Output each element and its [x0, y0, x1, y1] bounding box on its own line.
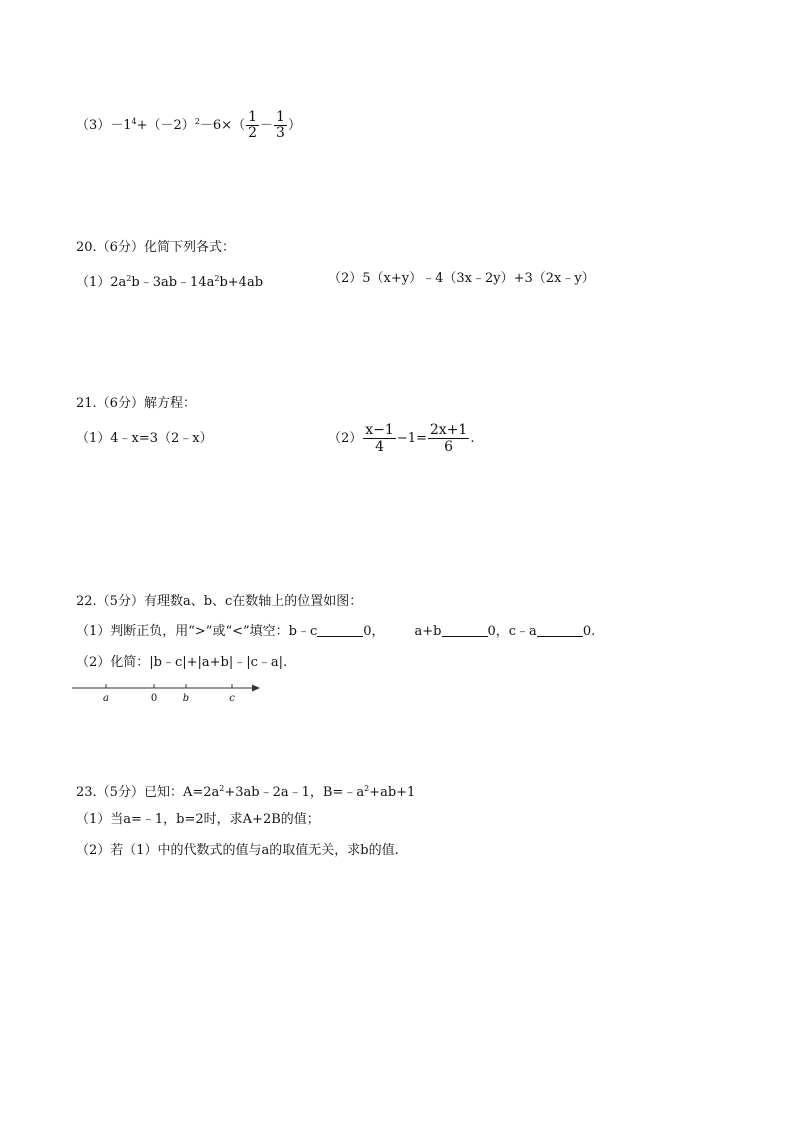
fraction-numerator: 1: [248, 109, 257, 125]
number-line-label-a: a: [103, 693, 109, 704]
q21-part2-mid: −1=: [396, 431, 427, 446]
fraction-denominator: 6: [444, 439, 454, 455]
q19-part3-fraction-2: [274, 110, 287, 141]
number-line-label-b: b: [182, 693, 190, 704]
q20-part1: [76, 271, 263, 291]
q23-title-a: 23.（5分）已知：A=2a: [76, 785, 220, 800]
q22-title: 22.（5分）有理数a、b、c在数轴上的位置如图：: [76, 594, 363, 609]
q19-part3-close: ）: [287, 118, 301, 133]
q23-part1: （1）当a=﹣1，b=2时，求A+2B的值；: [76, 812, 320, 827]
fraction-denominator: 2: [248, 125, 257, 141]
number-line: [72, 682, 262, 708]
q23-title-b: +3ab﹣2a﹣1，B=﹣a: [224, 785, 365, 800]
q21-part2: [328, 422, 474, 456]
q22-part2: （2）化简：|b﹣c|+|a+b|﹣|c﹣a|.: [76, 655, 288, 670]
q22-part1-d: 0，c﹣a: [487, 624, 537, 639]
q19-part3-mid2: －6×（: [199, 118, 246, 133]
answer-blank[interactable]: [537, 624, 583, 637]
number-line-label-zero: 0: [150, 693, 158, 704]
q19-part3-expression: [76, 105, 301, 143]
q21-part2-fraction-1: [363, 422, 396, 455]
q23-title-c: +ab+1: [369, 785, 416, 800]
q22-part1-e: 0.: [582, 624, 596, 639]
number-line-label-c: c: [229, 693, 235, 704]
q22-part1-b: 0，: [363, 624, 385, 639]
fraction-numerator: x−1: [365, 422, 394, 438]
fraction-denominator: 3: [276, 125, 285, 141]
q20-part2: （2）5（x+y）﹣4（3x﹣2y）+3（2x﹣y）: [328, 271, 595, 286]
fraction-denominator: 4: [375, 439, 385, 455]
q23-title-exponent-2: 2: [364, 784, 370, 793]
q22-part1-a: （1）判断正负，用“>”或“<”填空：b﹣c: [76, 624, 318, 639]
q21-title: 21.（6分）解方程：: [76, 396, 196, 411]
q19-part3-minus: －: [260, 118, 274, 133]
q19-part3-exponent-4: 4: [131, 117, 137, 126]
q20-part1-b: b﹣3ab﹣14a: [131, 275, 215, 290]
q21-part2-end: .: [470, 431, 475, 446]
q20-part1-exponent-2: 2: [214, 274, 220, 283]
q21-part1: （1）4﹣x=3（2﹣x）: [76, 431, 213, 446]
fraction-numerator: 2x+1: [429, 422, 468, 438]
q21-part2-prefix: （2）: [328, 431, 363, 446]
q19-part3-prefix: （3）－1: [76, 118, 132, 133]
q23-title-exponent-1: 2: [219, 784, 225, 793]
q19-part3-fraction-1: [246, 110, 259, 141]
q19-part3-exponent-2: 2: [194, 117, 200, 126]
q20-title: 20.（6分）化简下列各式：: [76, 240, 235, 255]
q19-part3-mid1: +（－2）: [136, 118, 195, 133]
q23-part2: （2）若（1）中的代数式的值与a的取值无关，求b的值.: [76, 843, 399, 858]
fraction-numerator: 1: [276, 109, 285, 125]
q22-part1: [76, 624, 595, 640]
q20-part1-exponent-1: 2: [126, 274, 132, 283]
q22-part1-c: a+b: [414, 624, 442, 639]
answer-blank[interactable]: [317, 624, 363, 637]
q21-part2-fraction-2: [428, 422, 469, 455]
q23-title: [76, 781, 415, 801]
q20-part1-a: （1）2a: [76, 275, 127, 290]
answer-blank[interactable]: [442, 624, 488, 637]
q20-part1-c: b+4ab: [219, 275, 264, 290]
